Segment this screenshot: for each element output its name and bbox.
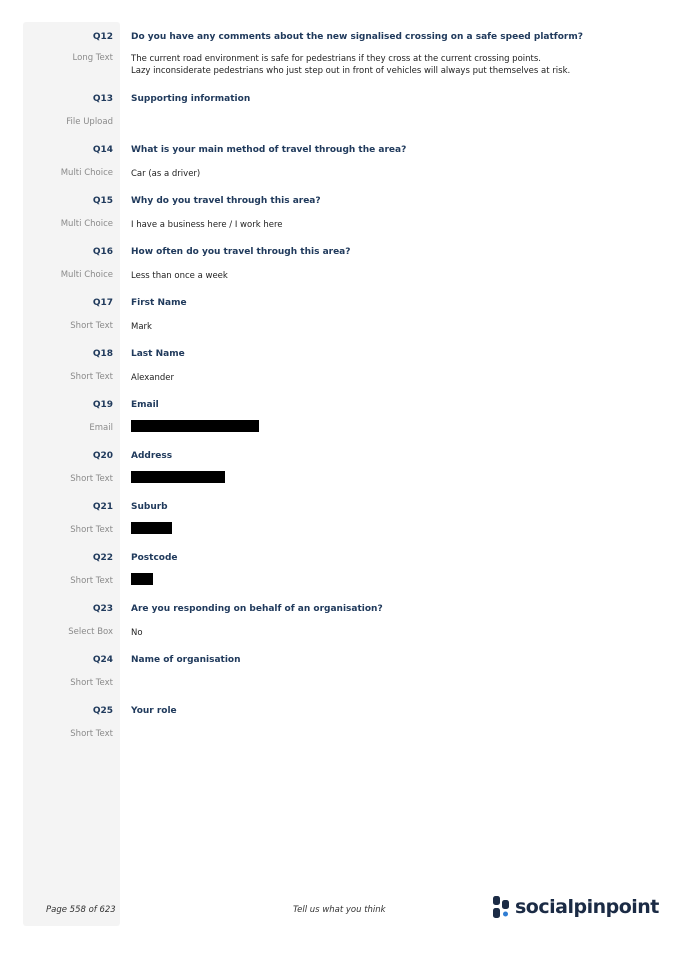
- question-number: Q12: [92, 32, 113, 42]
- answer-text: Lazy inconsiderate pedestrians who just step out in front of vehicles will always put themselves at risk.: [131, 66, 571, 76]
- question-title: Why do you travel through this area?: [131, 196, 321, 206]
- question-number: Q18: [92, 349, 113, 359]
- question-title: Do you have any comments about the new signalised crossing on a safe speed platform?: [131, 32, 583, 42]
- footer-tagline: Tell us what you think: [293, 905, 386, 915]
- question-title: How often do you travel through this area?: [131, 247, 351, 257]
- question-row: [0, 349, 675, 363]
- question-type: Multi Choice: [60, 270, 113, 280]
- logo-wordmark: socialpinpoint: [515, 896, 659, 918]
- question-type: File Upload: [66, 117, 113, 127]
- question-title: Last Name: [131, 349, 185, 359]
- question-row: [0, 32, 675, 46]
- question-type: Short Text: [70, 525, 113, 535]
- question-number: Q21: [92, 502, 113, 512]
- question-number: Q16: [92, 247, 113, 257]
- question-title: Address: [131, 451, 173, 461]
- question-title: Postcode: [131, 553, 178, 563]
- question-number: Q22: [92, 553, 113, 563]
- question-type: Short Text: [70, 678, 113, 688]
- question-type: Short Text: [70, 474, 113, 484]
- question-number: Q13: [92, 94, 113, 104]
- question-type: Short Text: [70, 372, 113, 382]
- question-row: [0, 94, 675, 108]
- page-number: Page 558 of 623: [46, 905, 116, 915]
- question-row: [0, 706, 675, 720]
- answer-text: Mark: [131, 322, 152, 332]
- question-row: [0, 145, 675, 159]
- answer-text: Alexander: [131, 373, 175, 383]
- question-number: Q25: [92, 706, 113, 716]
- question-title: Email: [131, 400, 159, 410]
- answer-text: Less than once a week: [131, 271, 228, 281]
- question-type: Short Text: [70, 729, 113, 739]
- socialpinpoint-logo: [492, 894, 659, 920]
- question-type: Email: [89, 423, 113, 433]
- answer-text: I have a business here / I work here: [131, 220, 283, 230]
- answer-text: The current road environment is safe for pedestrians if they cross at the current crossing points.: [131, 54, 541, 64]
- redacted-answer: [131, 573, 153, 585]
- answer-text: No: [131, 628, 143, 638]
- redacted-answer: [131, 471, 225, 483]
- question-row: [0, 451, 675, 465]
- question-number: Q23: [92, 604, 113, 614]
- question-row: [0, 553, 675, 567]
- question-title: Your role: [131, 706, 177, 716]
- question-row: [0, 604, 675, 618]
- answer-text: Car (as a driver): [131, 169, 201, 179]
- question-row: [0, 247, 675, 261]
- question-row: [0, 502, 675, 516]
- question-title: What is your main method of travel through the area?: [131, 145, 407, 155]
- question-type: Multi Choice: [60, 168, 113, 178]
- question-number: Q14: [92, 145, 113, 155]
- question-title: First Name: [131, 298, 187, 308]
- question-type: Short Text: [70, 576, 113, 586]
- question-type: Multi Choice: [60, 219, 113, 229]
- question-number: Q24: [92, 655, 113, 665]
- pinpoint-logo-icon: [492, 895, 510, 919]
- question-type: Short Text: [70, 321, 113, 331]
- question-number: Q15: [92, 196, 113, 206]
- question-type: Select Box: [68, 627, 113, 637]
- question-row: [0, 298, 675, 312]
- question-type: Long Text: [72, 53, 113, 63]
- question-row: [0, 655, 675, 669]
- redacted-answer: [131, 522, 172, 534]
- question-row: [0, 400, 675, 414]
- question-title: Supporting information: [131, 94, 251, 104]
- question-title: Suburb: [131, 502, 168, 512]
- question-title: Are you responding on behalf of an organisation?: [131, 604, 383, 614]
- question-number: Q20: [92, 451, 113, 461]
- question-number: Q17: [92, 298, 113, 308]
- question-title: Name of organisation: [131, 655, 241, 665]
- question-number: Q19: [92, 400, 113, 410]
- redacted-answer: [131, 420, 259, 432]
- question-row: [0, 196, 675, 210]
